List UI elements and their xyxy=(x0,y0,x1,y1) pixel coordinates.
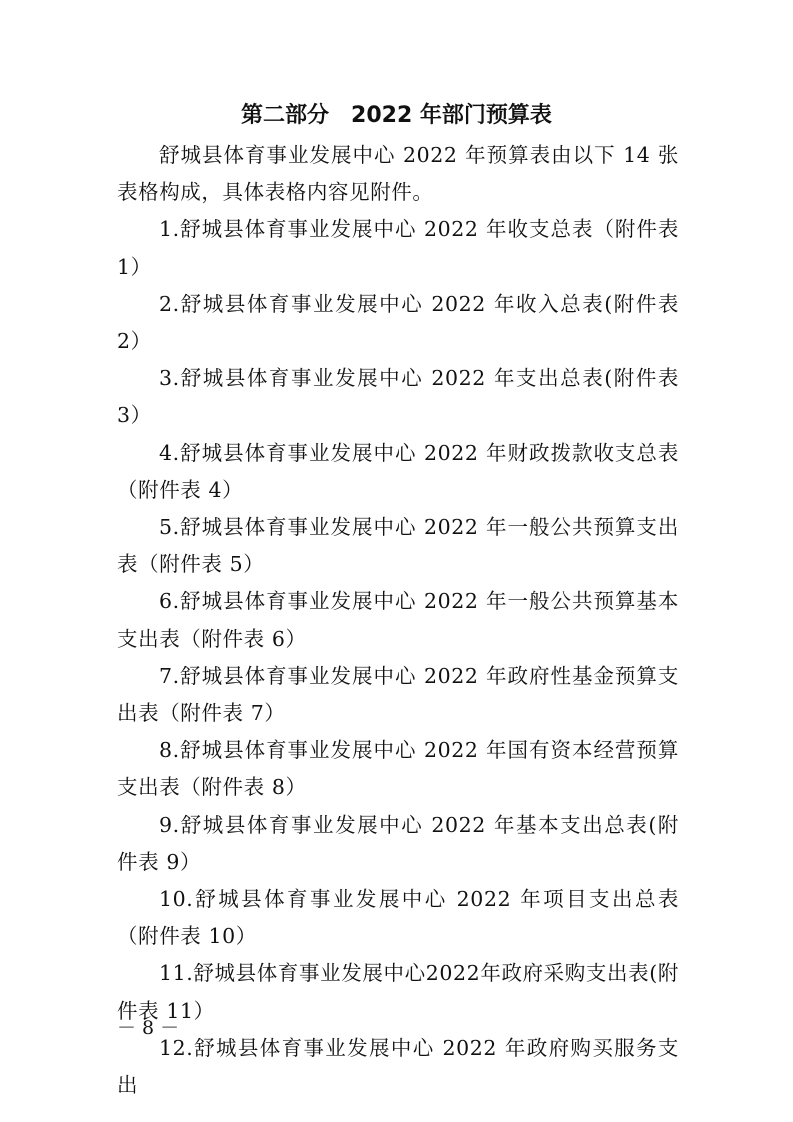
page-number: － 8 － xyxy=(117,1017,180,1039)
page-title: 第二部分 2022 年部门预算表 xyxy=(241,103,552,128)
list-item: 6.舒城县体育事业发展中心 2022 年一般公共预算基本支出表（附件表 6） xyxy=(117,589,679,651)
list-item: 11.舒城县体育事业发展中心2022年政府采购支出表(附件表 11） xyxy=(117,961,679,1023)
list-item: 12.舒城县体育事业发展中心 2022 年政府购买服务支出 xyxy=(117,1035,679,1098)
list-item: 4.舒城县体育事业发展中心 2022 年财政拨款收支总表（附件表 4） xyxy=(117,440,679,502)
list-item: 3.舒城县体育事业发展中心 2022 年支出总表(附件表 3） xyxy=(117,366,679,428)
list-item: 2.舒城县体育事业发展中心 2022 年收入总表(附件表 2） xyxy=(117,291,679,354)
list-item: 8.舒城县体育事业发展中心 2022 年国有资本经营预算支出表（附件表 8） xyxy=(117,738,679,800)
list-item: 7.舒城县体育事业发展中心 2022 年政府性基金预算支出表（附件表 7） xyxy=(117,663,679,726)
list-item: 10.舒城县体育事业发展中心 2022 年项目支出总表（附件表 10） xyxy=(117,887,679,949)
list-item: 9.舒城县体育事业发展中心 2022 年基本支出总表(附件表 9） xyxy=(117,812,679,874)
list-item: 5.舒城县体育事业发展中心 2022 年一般公共预算支出表（附件表 5） xyxy=(117,515,679,577)
intro-paragraph: 舒城县体育事业发展中心 2022 年预算表由以下 14 张表格构成，具体表格内容见附件。 xyxy=(117,143,679,205)
document-body xyxy=(117,137,679,1104)
list-item: 1.舒城县体育事业发展中心 2022 年收支总表（附件表 1） xyxy=(117,217,679,279)
